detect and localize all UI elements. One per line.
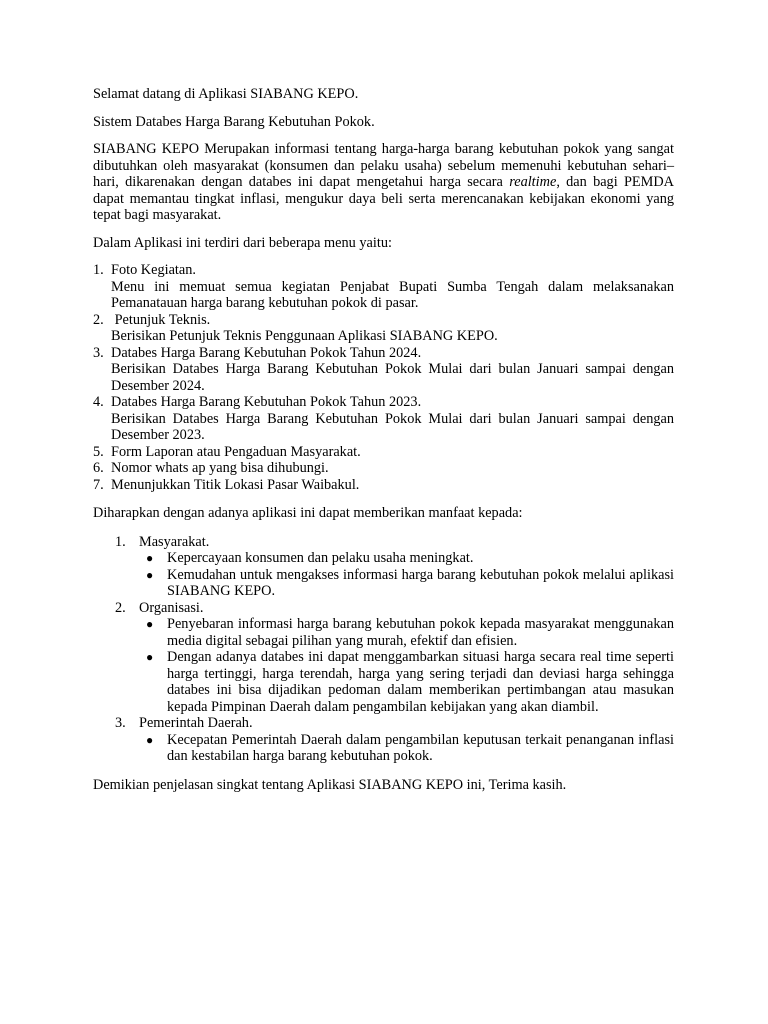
bullet-icon: ● [146,650,154,664]
benefit-title: Organisasi. [139,599,204,616]
list-number: 2. [93,311,104,328]
menu-list [93,262,674,493]
list-number: 1. [115,533,126,550]
menu-item-title: Databes Harga Barang Kebutuhan Pokok Tahun 2024. [111,344,422,361]
list-number: 6. [93,460,104,476]
bullet-item: ● Kecepatan Pemerintah Daerah dalam pengambilan keputusan terkait penanganan inflasi dan kestabilan harga barang kebutuhan pokok. [146,731,674,764]
list-number: 1. [93,262,104,278]
bullet-list [139,732,674,765]
menu-list-item [93,394,674,444]
benefit-title: Pemerintah Daerah. [139,715,253,731]
benefit-list [93,534,674,765]
list-number: 3. [93,344,104,361]
menu-item-title: Petunjuk Teknis. [111,311,211,328]
bullet-item: ● Kemudahan untuk mengakses informasi harga barang kebutuhan pokok melalui aplikasi SIABANG KEPO. [146,566,674,599]
menu-item-title: Menunjukkan Titik Lokasi Pasar Waibakul. [111,476,360,493]
bullet-icon: ● [146,617,154,631]
intro-text-part1: SIABANG KEPO Merupakan informasi tentang harga-harga barang kebutuhan pokok yang sangat dibutuhkan oleh masyarakat (konsumen dan pelaku usaha) sebelum memenuhi kebutuhan sehari–hari, dikarenakan dengan databes ini dapat mengetahui harga secara [93,141,674,190]
menu-item-description: Menu ini memuat semua kegiatan Penjabat Bupati Sumba Tengah dalam melaksanakan Pemanatauan harga barang kebutuhan pokok di pasar. [111,278,674,311]
menu-list-item [93,312,674,345]
menu-item-title: Form Laporan atau Pengaduan Masyarakat. [111,443,361,460]
menu-list-item [93,345,674,395]
list-number: 5. [93,443,104,460]
bullet-list [139,616,674,715]
menu-intro-text: Dalam Aplikasi ini terdiri dari beberapa menu yaitu: [93,234,392,251]
document-page [93,86,674,793]
benefit-intro-text: Diharapkan dengan adanya aplikasi ini dapat memberikan manfaat kepada: [93,505,523,521]
bullet-icon: ● [146,567,154,582]
benefit-list-item [93,600,674,716]
bullet-list [139,550,674,600]
benefit-list-item [93,715,674,765]
intro-paragraph [93,141,674,224]
subtitle-text: Sistem Databes Harga Barang Kebutuhan Pokok. [93,113,375,130]
menu-item-title: Nomor whats ap yang bisa dihubungi. [111,460,329,476]
greeting-text: Selamat datang di Aplikasi SIABANG KEPO. [93,86,359,102]
menu-list-item [93,477,674,494]
menu-list-item [93,444,674,461]
menu-item-title: Foto Kegiatan. [111,262,196,278]
benefit-title: Masyarakat. [139,533,210,550]
list-number: 3. [115,715,126,731]
intro-text-part2: , dan bagi PEMDA dapat memantau tingkat inflasi, mengukur daya beli serta merencanakan kebijakan ekonomi yang tepat bagi masyarakat. [93,174,674,223]
menu-item-description: Berisikan Databes Harga Barang Kebutuhan Pokok Mulai dari bulan Januari sampai dengan Desember 2023. [111,410,674,443]
bullet-item: ● Kepercayaan konsumen dan pelaku usaha meningkat. [146,550,474,566]
closing-text: Demikian penjelasan singkat tentang Aplikasi SIABANG KEPO ini, Terima kasih. [93,776,567,793]
menu-item-title: Databes Harga Barang Kebutuhan Pokok Tahun 2023. [111,394,422,410]
menu-item-description: Berisikan Databes Harga Barang Kebutuhan Pokok Mulai dari bulan Januari sampai dengan Desember 2024. [111,361,674,394]
bullet-item: ● Penyebaran informasi harga barang kebutuhan pokok kepada masyarakat menggunakan media digital sebagai pilihan yang murah, efektif dan efisien. [146,616,674,649]
bullet-icon: ● [146,551,154,565]
benefit-list-item [93,534,674,600]
bullet-icon: ● [146,732,154,747]
menu-list-item [93,262,674,312]
bullet-item: ● Dengan adanya databes ini dapat menggambarkan situasi harga secara real time seperti harga tertinggi, harga terendah, harga yang sering terjadi dan deviasi harga sehingga databes ini bisa dijadikan pedoman dalam memberikan pertimbangan atau masukan kepada Pimpinan Daerah dalam pengambilan kebijakan yang akan diambil. [146,649,674,715]
menu-list-item [93,460,674,477]
intro-italic-realtime: realtime [509,174,557,190]
list-number: 2. [115,599,126,616]
list-number: 4. [93,394,104,410]
list-number: 7. [93,476,104,493]
menu-item-description: Berisikan Petunjuk Teknis Penggunaan Aplikasi SIABANG KEPO. [111,328,498,344]
